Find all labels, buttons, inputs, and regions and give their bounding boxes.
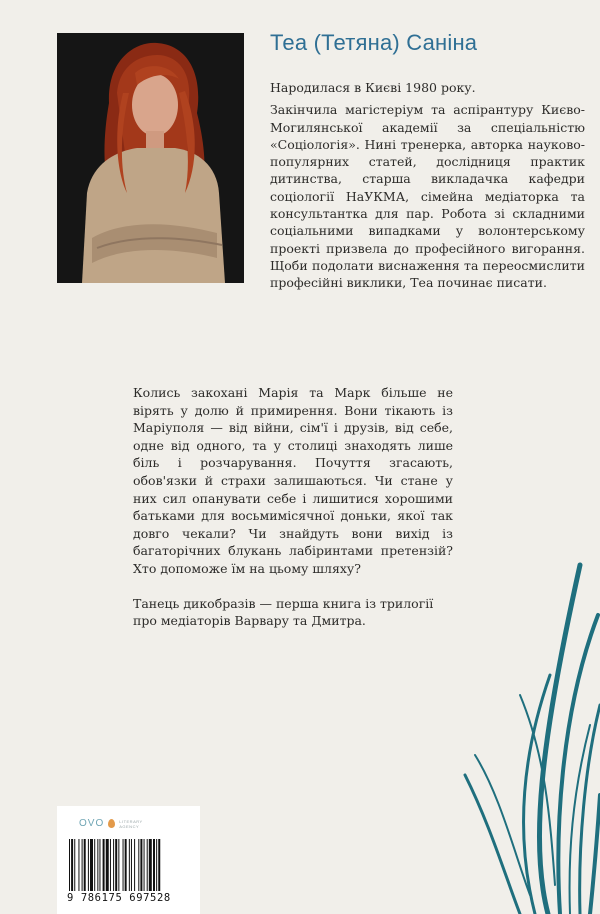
author-name: Теа (Тетяна) Саніна [270, 30, 478, 55]
blurb-paragraph: Танець дикобразів — перша книга із трилогії про медіаторів Варвару та Дмитра. [133, 595, 434, 629]
publisher-agency-text: LITERARY AGENCY [119, 818, 143, 829]
isbn-number: 9 786175 697528 [67, 892, 171, 904]
author-bio [270, 79, 585, 292]
decorative-brush-strokes [460, 555, 600, 914]
publisher-logo [79, 818, 149, 829]
book-blurb [133, 384, 453, 630]
author-photo [57, 33, 244, 283]
egg-icon [108, 819, 115, 828]
author-portrait-image [57, 33, 244, 283]
bio-paragraph: Закінчила магістеріум та аспірантуру Києво-Могилянської академії за спеціальністю «Соціологія». Нині тренерка, авторка науково-популярних статей, дослідниця практик дитинства, старша викладачка кафедри соціології НаУКМА, сімейна медіаторка та консультантка для пар. Робота зі складними соціальними випадками у волонтерському проекті призвела до професійного вигорання. Щоби подолати виснаження та переосмислити професійні виклики, Теа починає писати. [270, 102, 585, 291]
barcode [67, 839, 192, 891]
blurb-paragraph: Колись закохані Марія та Марк більше не вірять у долю й примирення. Вони тікають із Маріуполя — від війни, сім'ї і друзів, від себе, одне від одного, та у столиці знаходять лише біль і розчарування. Почуття згасають, обов'язки й страхи залишаються. Чи стане у них сил опанувати себе і лишитися хорошими батьками для восьмимісячної доньки, якої так довго чекали? Чи знайдуть вони вихід із багаторічних блукань лабіринтами претензій? Хто допоможе їм на цьому шляху? [133, 385, 453, 576]
bio-paragraph: Народилася в Києві 1980 року. [270, 80, 476, 95]
barcode-panel [57, 806, 200, 914]
publisher-logo-text: OVO [79, 818, 105, 829]
